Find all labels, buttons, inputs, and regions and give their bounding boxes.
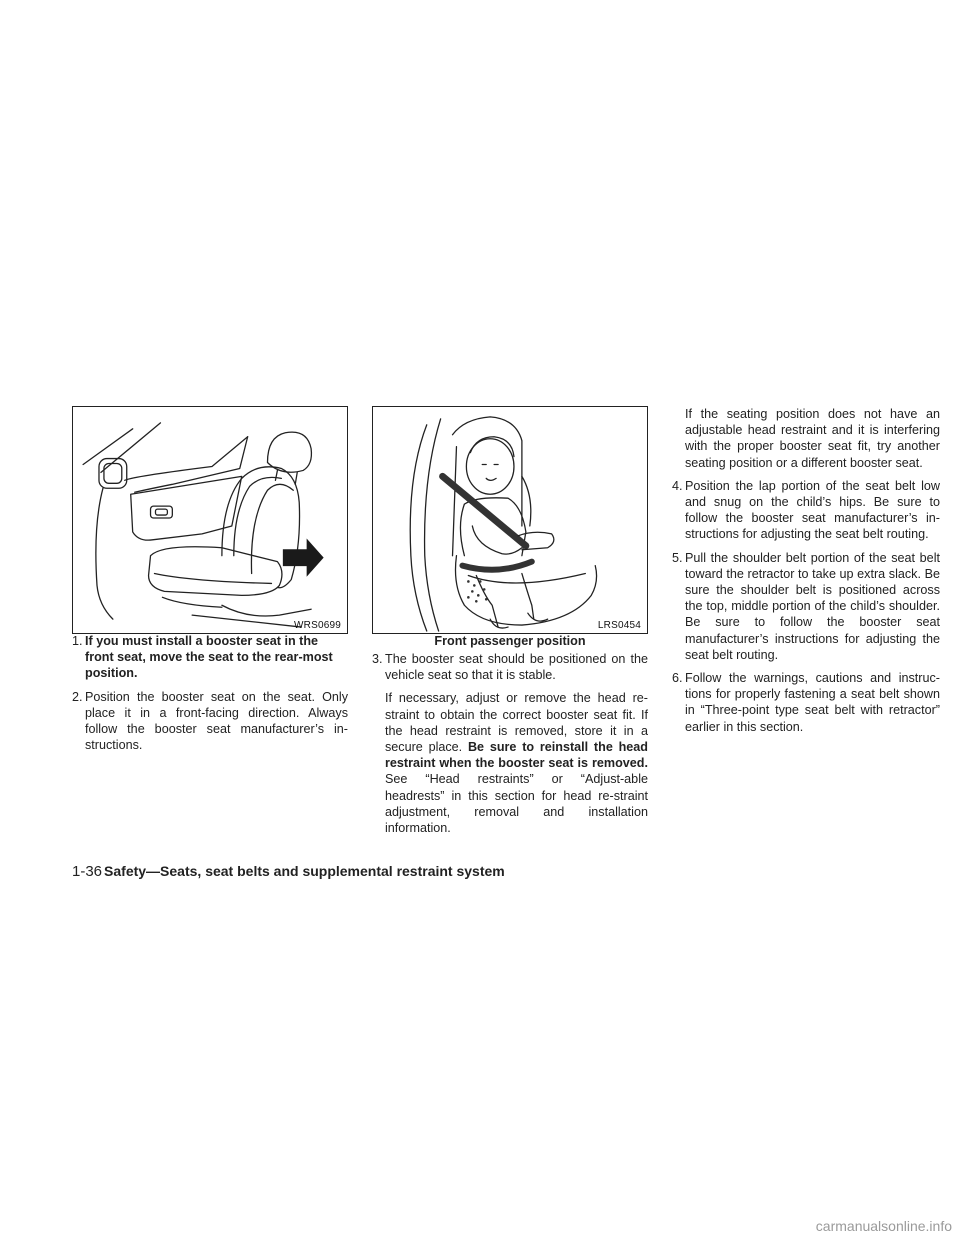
page-footer (72, 862, 505, 881)
figure-booster-seat-illustration (372, 406, 648, 634)
text-column-3 (672, 406, 940, 742)
step-1-warning: If you must install a booster seat in the front seat, move the seat to the rear-most position. (85, 634, 333, 681)
text-column-2 (372, 651, 648, 843)
text-column-1 (72, 633, 348, 760)
step-5: 5. Pull the shoulder belt portion of the seat belt toward the retractor to take up extra slack. Be sure the shoulder belt is positioned across the top, middle portion of the child’s shoulder. Be sure to follow the booster seat manufacturer’s instructions for adjusting the seat belt routing. (672, 550, 940, 662)
step-1: 1. If you must install a booster seat in the front seat, move the seat to the rear-most position. (72, 634, 333, 681)
arrow-right-icon (283, 540, 323, 576)
figure-code: LRS0454 (597, 620, 641, 631)
page-number: 1-36 (72, 863, 103, 880)
watermark: carmanualsonline.info (815, 1218, 952, 1234)
step-4: 4. Position the lap portion of the seat belt low and snug on the child’s hips. Be sure to follow the booster seat manufacturer’s in-structions for adjusting the seat belt routing. (672, 478, 940, 542)
section-title: Safety—Seats, seat belts and supplemental restraint system (104, 863, 505, 879)
head-restraint-paragraph: If necessary, adjust or remove the head re-straint to obtain the correct booster seat fit. If the head restraint is removed, store it in a secure place. Be sure to reinstall the head restraint when the booster seat is removed. See “Head restraints” or “Adjust-able headrests” in this section for head re-straint adjustment, removal and installation information. (385, 691, 648, 836)
step-2: 2. Position the booster seat on the seat. Only place it in a front-facing direction. Always follow the booster seat manufacturer’s in-structions. (72, 689, 348, 753)
seat-illustration (73, 407, 347, 633)
figure-caption: Front passenger position (434, 634, 586, 648)
figure-code: WRS0699 (294, 620, 341, 631)
step-6: 6. Follow the warnings, cautions and instruc-tions for properly fastening a seat belt shown in “Three-point type seat belt with retractor” earlier in this section. (672, 671, 940, 734)
seating-position-paragraph: If the seating position does not have an adjustable head restraint and it is interfering with the proper booster seat fit, try another seating position or a different booster seat. (685, 407, 940, 470)
figure-seat-illustration (72, 406, 348, 634)
step-3: 3. The booster seat should be positioned on the vehicle seat so that it is stable. (372, 652, 648, 683)
booster-seat-illustration (373, 407, 647, 633)
